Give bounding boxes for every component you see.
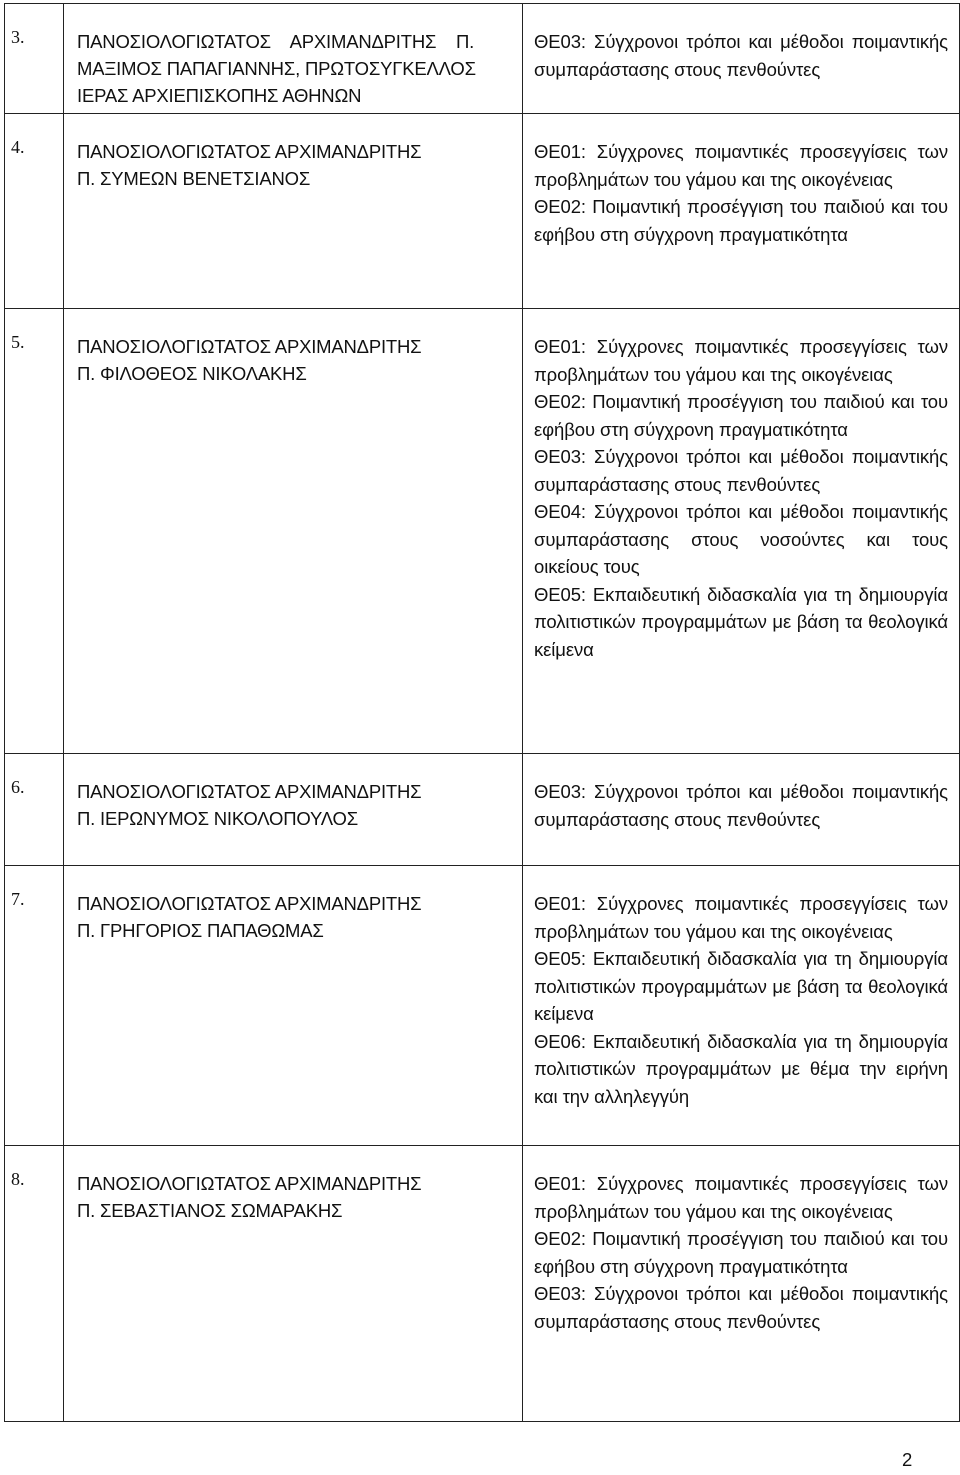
topic-item: ΘΕ03: Σύγχρονοι τρόποι και μέθοδοι ποιμαντικής συμπαράστασης στους πενθούντες [534, 31, 948, 80]
topic-item: ΘΕ02: Ποιμαντική προσέγγιση του παιδιού και του εφήβου στη σύγχρονη πραγματικότητα [534, 1228, 948, 1277]
instructor-name [64, 114, 523, 309]
row-number: 8. [5, 1146, 64, 1422]
table-row [5, 309, 960, 754]
row-number: 5. [5, 309, 64, 754]
table-row [5, 114, 960, 309]
table-row [5, 754, 960, 866]
table-body [5, 4, 960, 1422]
topics-cell [523, 114, 960, 309]
topic-item: ΘΕ04: Σύγχρονοι τρόποι και μέθοδοι ποιμαντικής συμπαράστασης στους νοσούντες και τους οικείους τους [534, 501, 948, 577]
name-line: ΠΑΝΟΣΙΟΛΟΓΙΩΤΑΤΟΣ ΑΡΧΙΜΑΝΔΡΙΤΗΣ [77, 893, 422, 914]
topic-item: ΘΕ03: Σύγχρονοι τρόποι και μέθοδοι ποιμαντικής συμπαράστασης στους πενθούντες [534, 446, 948, 495]
name-line: Π. ΣΥΜΕΩΝ ΒΕΝΕΤΣΙΑΝΟΣ [77, 168, 311, 189]
topic-item: ΘΕ06: Εκπαιδευτική διδασκαλία για τη δημιουργία πολιτιστικών προγραμμάτων με θέμα την ειρήνη και την αλληλεγγύη [534, 1030, 948, 1107]
topic-item: ΘΕ03: Σύγχρονοι τρόποι και μέθοδοι ποιμαντικής συμπαράστασης στους πενθούντες [534, 1283, 948, 1332]
name-line: Π. ΙΕΡΩΝΥΜΟΣ ΝΙΚΟΛΟΠΟΥΛΟΣ [77, 808, 358, 829]
topics-cell [523, 309, 960, 754]
row-number: 7. [5, 866, 64, 1146]
instructor-name [64, 754, 523, 866]
topic-item: ΘΕ05: Εκπαιδευτική διδασκαλία για τη δημιουργία πολιτιστικών προγραμμάτων με βάση τα θεολογικά κείμενα [534, 583, 948, 660]
instructor-name [64, 866, 523, 1146]
name-line: Π. ΣΕΒΑΣΤΙΑΝΟΣ ΣΩΜΑΡΑΚΗΣ [77, 1200, 343, 1221]
instructor-name [64, 4, 523, 114]
topic-item: ΘΕ03: Σύγχρονοι τρόποι και μέθοδοι ποιμαντικής συμπαράστασης στους πενθούντες [534, 781, 948, 830]
name-line: Π. ΓΡΗΓΟΡΙΟΣ ΠΑΠΑΘΩΜΑΣ [77, 920, 324, 941]
topics-cell [523, 4, 960, 114]
topic-item: ΘΕ01: Σύγχρονες ποιμαντικές προσεγγίσεις των προβλημάτων του γάμου και της οικογένειας [534, 893, 948, 942]
topic-item: ΘΕ05: Εκπαιδευτική διδασκαλία για τη δημιουργία πολιτιστικών προγραμμάτων με βάση τα θεολογικά κείμενα [534, 948, 948, 1024]
table-row [5, 4, 960, 114]
topics-cell [523, 866, 960, 1146]
instructor-name [64, 309, 523, 754]
topic-item: ΘΕ01: Σύγχρονες ποιμαντικές προσεγγίσεις των προβλημάτων του γάμου και της οικογένειας [534, 141, 948, 190]
row-number: 6. [5, 754, 64, 866]
name-line: ΠΑΝΟΣΙΟΛΟΓΙΩΤΑΤΟΣ ΑΡΧΙΜΑΝΔΡΙΤΗΣ [77, 1173, 422, 1194]
name-line: Π. ΦΙΛΟΘΕΟΣ ΝΙΚΟΛΑΚΗΣ [77, 363, 307, 384]
name-line: ΠΑΝΟΣΙΟΛΟΓΙΩΤΑΤΟΣ ΑΡΧΙΜΑΝΔΡΙΤΗΣ [77, 141, 422, 162]
page-number: 2 [902, 1449, 913, 1470]
topics-cell [523, 754, 960, 866]
row-number: 4. [5, 114, 64, 309]
instructor-name [64, 1146, 523, 1422]
instructors-table [4, 3, 960, 1422]
table-row [5, 1146, 960, 1422]
topic-item: ΘΕ02: Ποιμαντική προσέγγιση του παιδιού και του εφήβου στη σύγχρονη πραγματικότητα [534, 391, 948, 440]
table-row [5, 866, 960, 1146]
topic-item: ΘΕ02: Ποιμαντική προσέγγιση του παιδιού και του εφήβου στη σύγχρονη πραγματικότητα [534, 196, 948, 245]
name-line: ΠΑΝΟΣΙΟΛΟΓΙΩΤΑΤΟΣ ΑΡΧΙΜΑΝΔΡΙΤΗΣ [77, 336, 422, 357]
name-line: ΙΕΡΑΣ ΑΡΧΙΕΠΙΣΚΟΠΗΣ ΑΘΗΝΩΝ [77, 85, 362, 106]
name-line: ΠΑΝΟΣΙΟΛΟΓΙΩΤΑΤΟΣ ΑΡΧΙΜΑΝΔΡΙΤΗΣ [77, 781, 422, 802]
row-number: 3. [5, 4, 64, 114]
topic-item: ΘΕ01: Σύγχρονες ποιμαντικές προσεγγίσεις των προβλημάτων του γάμου και της οικογένειας [534, 336, 948, 385]
topic-item: ΘΕ01: Σύγχρονες ποιμαντικές προσεγγίσεις των προβλημάτων του γάμου και της οικογένειας [534, 1173, 948, 1222]
name-line: ΜΑΞΙΜΟΣ ΠΑΠΑΓΙΑΝΝΗΣ, ΠΡΩΤΟΣΥΓΚΕΛΛΟΣ [77, 58, 476, 79]
name-line: ΠΑΝΟΣΙΟΛΟΓΙΩΤΑΤΟΣ ΑΡΧΙΜΑΝΔΡΙΤΗΣ Π. [77, 31, 475, 52]
topics-cell [523, 1146, 960, 1422]
